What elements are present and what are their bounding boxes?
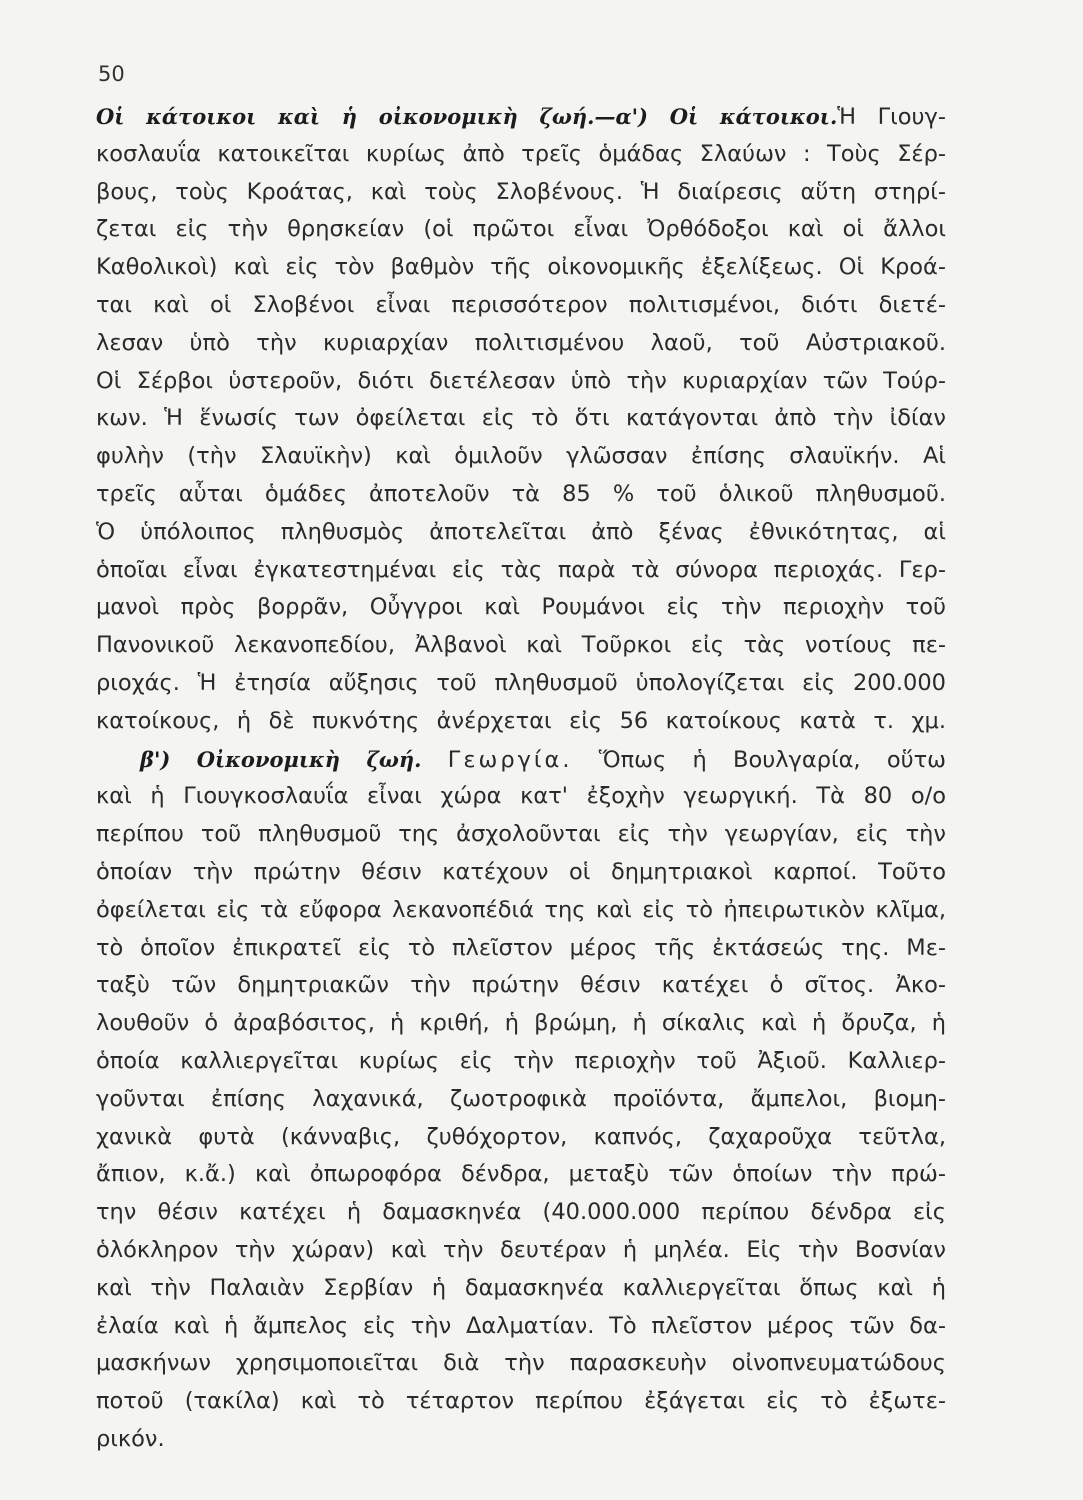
text-line: τὸ ὁποῖον ἐπικρατεῖ εἰς τὸ πλεῖστον μέρος τῆς ἐκτάσεώς της. Με-	[96, 934, 946, 961]
text-line: τρεῖς αὗται ὁμάδες ἀποτελοῦν τὰ 85 % τοῦ ὁλικοῦ πληθυσμοῦ.	[96, 480, 946, 507]
text-line: ὁλόκληρον τὴν χώραν) καὶ τὴν δευτέραν ἡ μηλέα. Εἰς τὴν Βοσνίαν	[96, 1236, 946, 1263]
text-line: βους, τοὺς Κροάτας, καὶ τοὺς Σλοβένους. Ἡ διαίρεσις αὕτη στηρί-	[96, 178, 946, 205]
text-line: ταξὺ τῶν δημητριακῶν τὴν πρώτην θέσιν κατέχει ὁ σῖτος. Ἀκο-	[96, 972, 946, 999]
text-line: ἐλαία καὶ ἡ ἄμπελος εἰς τὴν Δαλματίαν. Τὸ πλεῖστον μέρος τῶν δα-	[96, 1312, 946, 1339]
text-line: ζεται εἰς τὴν θρησκείαν (οἱ πρῶτοι εἶναι Ὀρθόδοξοι καὶ οἱ ἄλλοι	[96, 216, 946, 243]
text-line: μασκήνων χρησιμοποιεῖται διὰ τὴν παρασκευὴν οἰνοπνευματώδους	[96, 1350, 946, 1377]
text-line: γοῦνται ἐπίσης λαχανικά, ζωοτροφικὰ προϊόντα, ἄμπελοι, βιομη-	[96, 1085, 946, 1112]
text-line: ριοχάς. Ἡ ἐτησία αὔξησις τοῦ πληθυσμοῦ ὑπολογίζεται εἰς 200.000	[96, 669, 946, 696]
text-line: καὶ ἡ Γιουγκοσλαυΐα εἶναι χώρα κατ' ἐξοχὴν γεωργική. Τὰ 80 ο/ο	[96, 783, 946, 810]
text-line: την θέσιν κατέχει ἡ δαμασκηνέα (40.000.000 περίπου δένδρα εἰς	[96, 1199, 946, 1226]
text-line: καὶ τὴν Παλαιὰν Σερβίαν ἡ δαμασκηνέα καλλιεργεῖται ὅπως καὶ ἡ	[96, 1274, 946, 1301]
text-line: ται καὶ οἱ Σλοβένοι εἶναι περισσότερον πολιτισμένοι, διότι διετέ-	[96, 291, 946, 318]
text-line: ἄπιον, κ.ἄ.) καὶ ὀπωροφόρα δένδρα, μεταξὺ τῶν ὁποίων τὴν πρώ-	[96, 1161, 946, 1188]
text-line: κατοίκους, ἡ δὲ πυκνότης ἀνέρχεται εἰς 56 κατοίκους κατὰ τ. χμ.	[96, 707, 946, 734]
text-line: Οἱ Σέρβοι ὑστεροῦν, διότι διετέλεσαν ὑπὸ τὴν κυριαρχίαν τῶν Τούρ-	[96, 367, 946, 394]
text-line: κοσλαυΐα κατοικεῖται κυρίως ἀπὸ τρεῖς ὁμάδας Σλαύων : Τοὺς Σέρ-	[96, 140, 946, 167]
text-line: ὁποῖαι εἶναι ἐγκατεστημέναι εἰς τὰς παρὰ τὰ σύνορα περιοχάς. Γερ-	[96, 556, 946, 583]
text-line: κων. Ἡ ἕνωσίς των ὀφείλεται εἰς τὸ ὅτι κατάγονται ἀπὸ τὴν ἰδίαν	[96, 405, 946, 432]
text-line: Πανονικοῦ λεκανοπεδίου, Ἀλβανοὶ καὶ Τοῦρκοι εἰς τὰς νοτίους πε-	[96, 632, 946, 659]
section-a-heading: Οἱ κάτοικοι καὶ ἡ οἰκονομικὴ ζωή.—α') Οἱ κάτοικοι.	[96, 104, 838, 129]
text-line: λεσαν ὑπὸ τὴν κυριαρχίαν πολιτισμένου λαοῦ, τοῦ Αὐστριακοῦ.	[96, 329, 946, 356]
section-b-heading: β') Οἰκονομικὴ ζωή.	[140, 746, 422, 772]
page-number: 50	[98, 62, 125, 86]
text-line: Καθολικοὶ) καὶ εἰς τὸν βαθμὸν τῆς οἰκονομικῆς ἐξελίξεως. Οἱ Κροά-	[96, 254, 946, 281]
body-text	[96, 98, 946, 1459]
text-line: ρικόν.	[96, 1425, 165, 1452]
section-b-subheading: Γεωργία.	[447, 746, 573, 773]
text-line: μανοὶ πρὸς βορρᾶν, Οὖγγροι καὶ Ρουμάνοι εἰς τὴν περιοχὴν τοῦ	[96, 594, 946, 621]
text-line: Οἱ κάτοικοι καὶ ἡ οἰκονομικὴ ζωή.—α') Οἱ κάτοικοι.Ἡ Γιουγ-	[96, 104, 946, 130]
text-line: Ὁ ὑπόλοιπος πληθυσμὸς ἀποτελεῖται ἀπὸ ξένας ἐθνικότητας, αἱ	[96, 518, 946, 545]
text-line: περίπου τοῦ πληθυσμοῦ της ἀσχολοῦνται εἰς τὴν γεωργίαν, εἰς τὴν	[96, 821, 946, 848]
text-line: ὁποίαν τὴν πρώτην θέσιν κατέχουν οἱ δημητριακοὶ καρποί. Τοῦτο	[96, 858, 946, 885]
text-line: χανικὰ φυτὰ (κάνναβις, ζυθόχορτον, καπνός, ζαχαροῦχα τεῦτλα,	[96, 1123, 946, 1150]
text-line: ὀφείλεται εἰς τὰ εὔφορα λεκανοπέδιά της καὶ εἰς τὸ ἠπειρωτικὸν κλῖμα,	[96, 896, 946, 923]
text-line: β') Οἰκονομικὴ ζωή. Γεωργία. Ὅπως ἡ Βουλγαρία, οὕτω	[140, 746, 947, 773]
text-line: ὁποία καλλιεργεῖται κυρίως εἰς τὴν περιοχὴν τοῦ Ἀξιοῦ. Καλλιερ-	[96, 1047, 946, 1074]
text-line: λουθοῦν ὁ ἀραβόσιτος, ἡ κριθή, ἡ βρώμη, ἡ σίκαλις καὶ ἡ ὄρυζα, ἡ	[96, 1010, 946, 1037]
text-line: ποτοῦ (τακίλα) καὶ τὸ τέταρτον περίπου ἐξάγεται εἰς τὸ ἐξωτε-	[96, 1388, 946, 1415]
text-line: φυλὴν (τὴν Σλαυϊκὴν) καὶ ὁμιλοῦν γλῶσσαν ἐπίσης σλαυϊκήν. Αἱ	[96, 443, 946, 470]
